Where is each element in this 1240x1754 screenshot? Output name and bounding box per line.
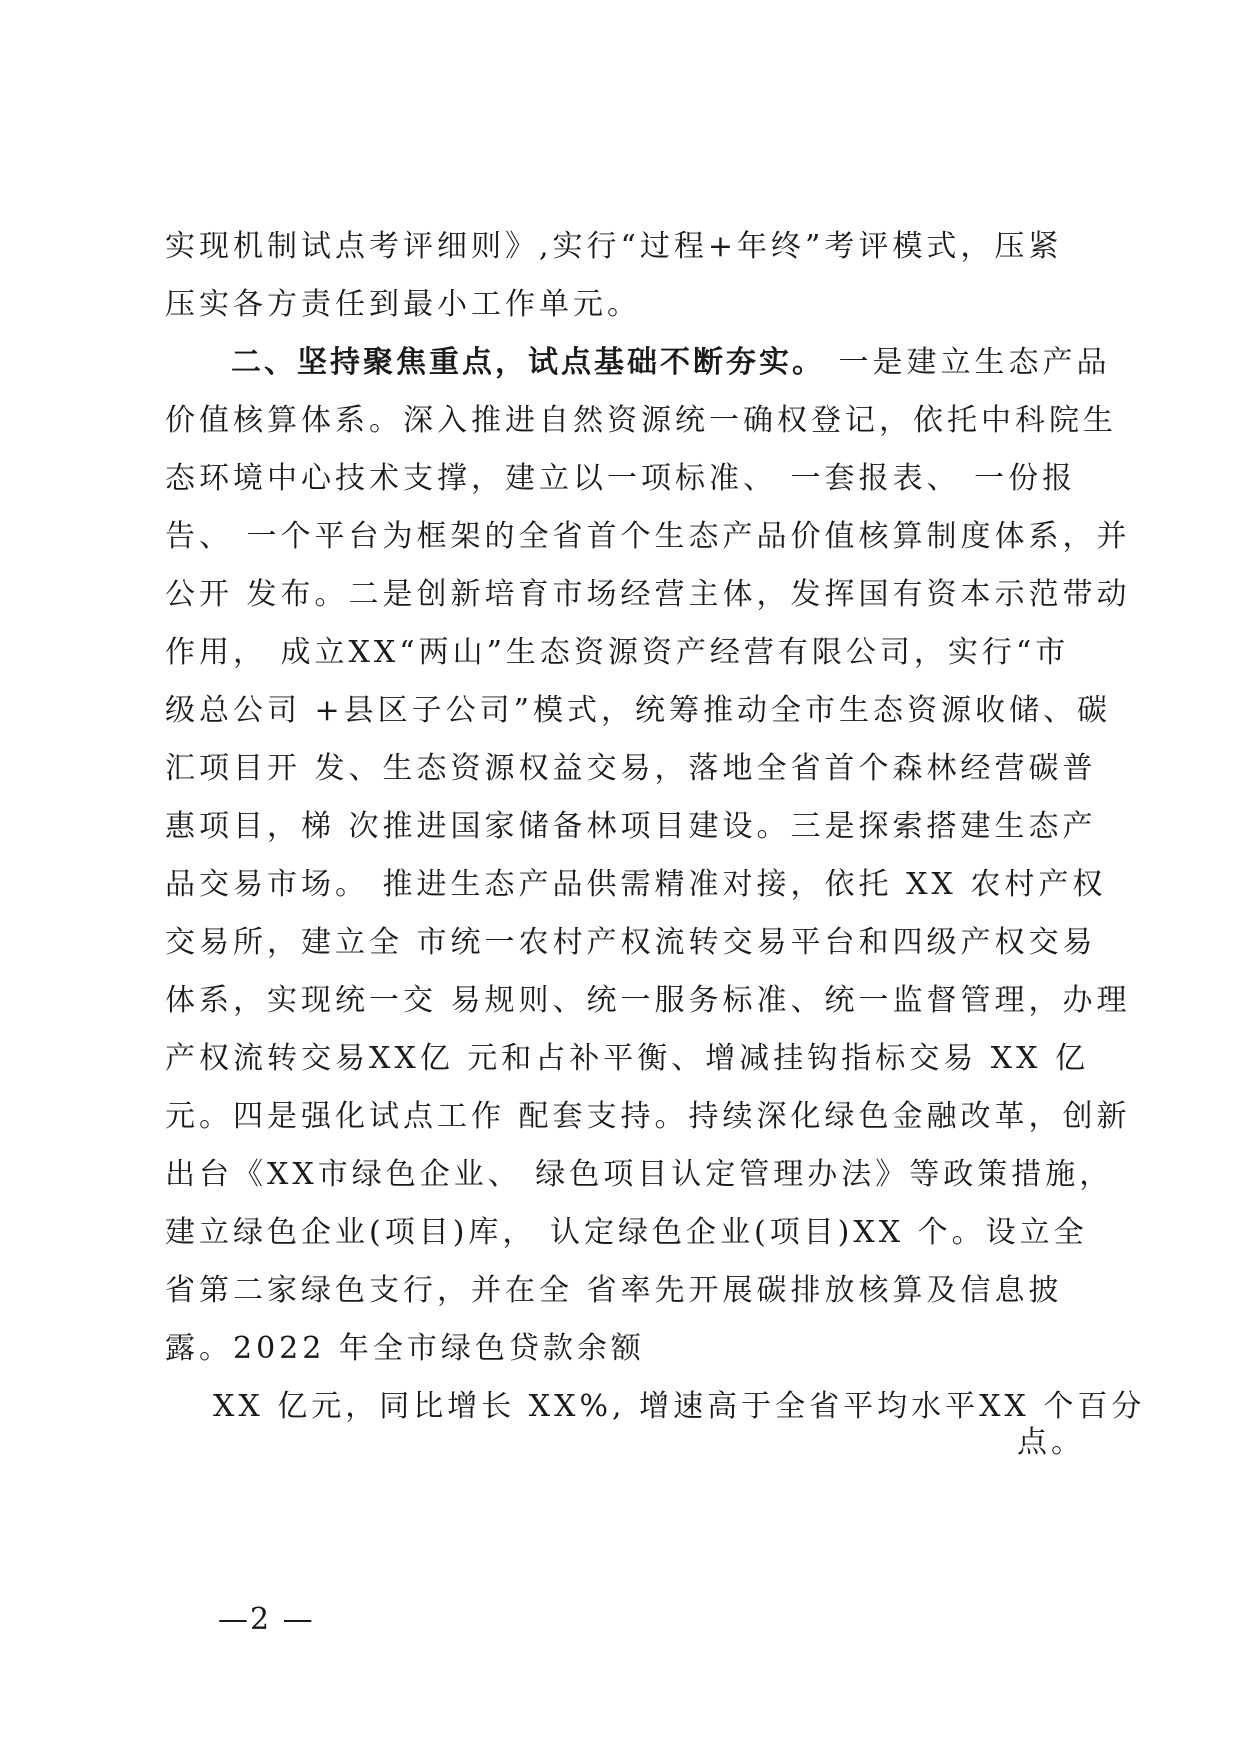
- text-line: 省第二家绿色支行，并在全 省率先开展碳排放核算及信息披: [165, 1273, 1063, 1308]
- text-line: 体系，实现统一交 易规则、统一服务标准、统一监督管理，办理: [165, 983, 1131, 1018]
- text-line: 级总公司 +县区子公司”模式，统筹推动全市生态资源收储、碳: [165, 693, 1112, 728]
- text-line: 一是建立生态产品: [825, 345, 1111, 380]
- text-line: 品交易市场。 推进生态产品供需精准对接，依托 XX 农村产权: [165, 867, 1107, 902]
- text-line: 实现机制试点考评细则》,实行“过程+年终”考评模式，压紧: [165, 229, 1063, 264]
- text-line: 作用， 成立XX“两山”生态资源资产经营有限公司，实行“市: [165, 635, 1070, 670]
- text-line: 露。2022 年全市绿色贷款余额: [165, 1331, 645, 1366]
- text-line: 产权流转交易XX亿 元和占补平衡、增减挂钩指标交易 XX 亿: [165, 1041, 1090, 1076]
- text-line: 建立绿色企业(项目)库， 认定绿色企业(项目)XX 个。设立全: [165, 1215, 1088, 1250]
- text-line: 点。: [1017, 1425, 1085, 1460]
- text-line: 价值核算体系。深入推进自然资源统一确权登记，依托中科院生: [165, 403, 1117, 438]
- text-line: 惠项目，梯 次推进国家储备林项目建设。三是探索搭建生态产: [165, 809, 1097, 844]
- text-line: 汇项目开 发、生态资源权益交易，落地全省首个森林经营碳普: [165, 751, 1097, 786]
- section-heading-line: [165, 334, 1111, 392]
- text-line: 告、 一个平台为框架的全省首个生态产品价值核算制度体系，并: [165, 519, 1131, 554]
- section-heading: 二、坚持聚焦重点，试点基础不断夯实。: [231, 345, 825, 380]
- text-line: 元。四是强化试点工作 配套支持。持续深化绿色金融改革，创新: [165, 1099, 1131, 1134]
- text-line: 压实各方责任到最小工作单元。: [165, 287, 641, 322]
- text-line: XX 亿元，同比增长 XX%, 增速高于全省平均水平XX 个百分: [213, 1389, 1146, 1424]
- text-line: 交易所，建立全 市统一农村产权流转交易平台和四级产权交易: [165, 925, 1097, 960]
- text-line: 公开 发布。二是创新培育市场经营主体，发挥国有资本示范带动: [165, 577, 1131, 612]
- page-number: —2 —: [218, 1602, 315, 1637]
- text-line: 态环境中心技术支撑，建立以一项标准、 一套报表、 一份报: [165, 461, 1077, 496]
- body-text: [165, 218, 1146, 1472]
- text-line: 出台《XX市绿色企业、 绿色项目认定管理办法》等政策措施，: [165, 1157, 1114, 1192]
